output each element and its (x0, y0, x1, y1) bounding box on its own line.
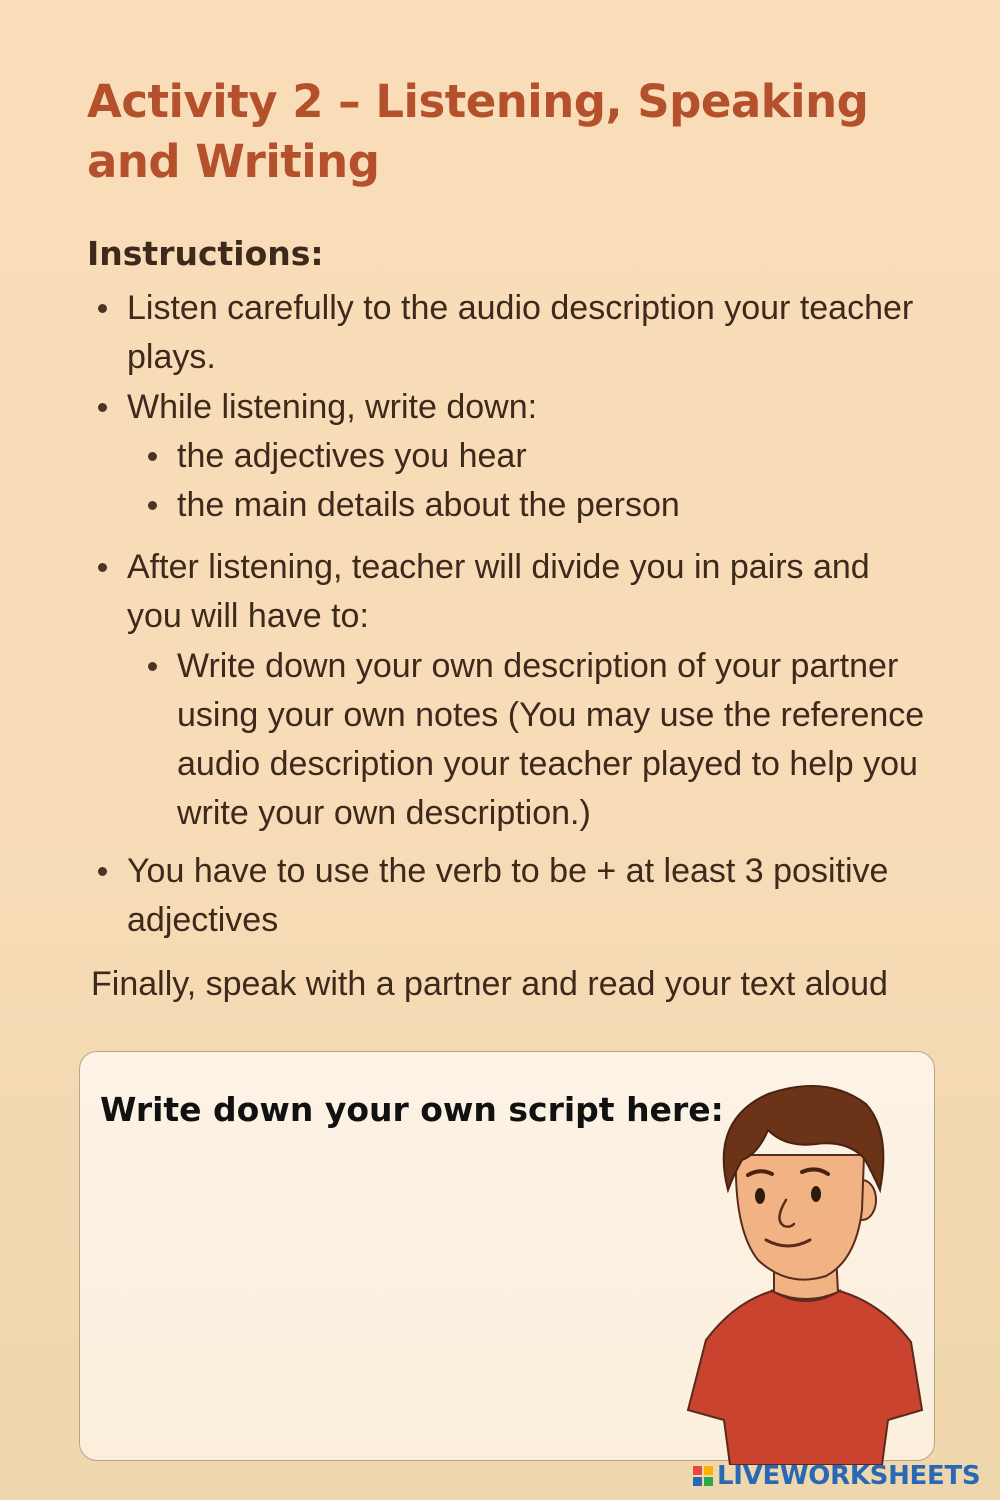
liveworksheets-logo-icon (692, 1465, 714, 1487)
list-item (127, 847, 927, 945)
watermark-text: LIVEWORKSHEETS (717, 1461, 981, 1491)
instructions-heading: Instructions: (87, 234, 324, 273)
watermark (692, 1461, 980, 1491)
sub-list-item (177, 642, 927, 838)
list-item-text: You have to use the verb to be + at least 3 positive (127, 852, 889, 890)
bullet-icon (148, 662, 157, 671)
list-item-text: using your own notes (You may use the reference (177, 696, 925, 734)
page-title (87, 72, 907, 192)
bullet-icon (98, 403, 107, 412)
script-answer-input[interactable] (100, 1152, 694, 1446)
list-item-text: the main details about the person (177, 486, 680, 524)
list-item (127, 284, 927, 382)
sub-list-item (177, 481, 927, 530)
list-item-text: you will have to: (127, 597, 369, 635)
list-item-text: Write down your own description of your partner (177, 647, 899, 685)
list-item-text: adjectives (127, 901, 279, 939)
bullet-icon (148, 452, 157, 461)
list-item-text: plays. (127, 338, 216, 376)
list-item-text: the adjectives you hear (177, 437, 527, 475)
list-item-text: write your own description.) (177, 794, 591, 832)
list-item (127, 383, 927, 432)
final-instruction: Finally, speak with a partner and read your text aloud (91, 965, 888, 1003)
title-line-2: and Writing (87, 135, 380, 188)
bullet-icon (98, 563, 107, 572)
bullet-icon (148, 501, 157, 510)
list-item-text: Listen carefully to the audio description your teacher (127, 289, 914, 327)
list-item (127, 543, 927, 641)
script-label: Write down your own script here: (100, 1090, 724, 1129)
bullet-icon (98, 867, 107, 876)
boy-shirt (688, 1290, 922, 1465)
bullet-icon (98, 304, 107, 313)
list-item-text: audio description your teacher played to help you (177, 745, 918, 783)
list-item-text: While listening, write down: (127, 388, 538, 426)
boy-portrait-icon (676, 1080, 936, 1465)
sub-list-item (177, 432, 927, 481)
title-line-1: Activity 2 – Listening, Speaking (87, 75, 869, 128)
list-item-text: After listening, teacher will divide you in pairs and (127, 548, 870, 586)
